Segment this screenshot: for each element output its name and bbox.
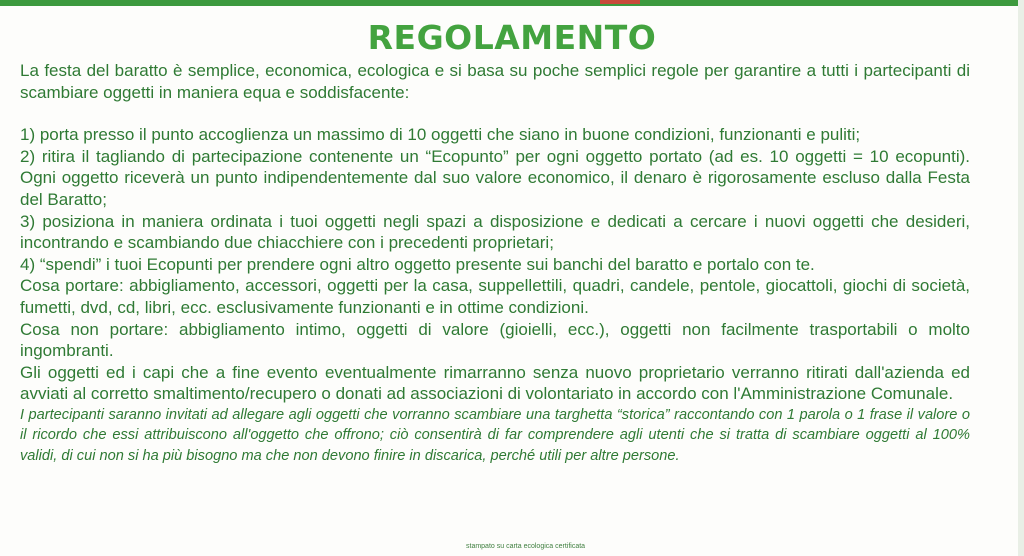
top-border — [0, 0, 1024, 6]
what-to-bring: Cosa portare: abbigliamento, accessori, oggetti per la casa, suppellettili, quadri, candele, pentole, giocattoli, giochi di società, fumetti, dvd, cd, libri, ecc. esclusivamente funzionanti e in ottime condizioni. — [20, 276, 970, 317]
footer-print-note: stampato su carta ecologica certificata — [466, 543, 586, 550]
top-border-accent — [600, 0, 640, 4]
page-edge — [1018, 0, 1024, 556]
rule-item-3: 3) posiziona in maniera ordinata i tuoi oggetti negli spazi a disposizione e dedicati a cercare i nuovi oggetti che desideri, incontrando e scambiando due chiacchiere con i precedenti proprietari; — [20, 211, 970, 253]
rule-item-1: 1) porta presso il punto accoglienza un massimo di 10 oggetti che siano in buone condizioni, funzionanti e puliti; — [20, 125, 861, 145]
intro-paragraph: La festa del baratto è semplice, economica, ecologica e si basa su poche semplici regole per garantire a tutti i partecipanti di scambiare oggetti in maniera equa e soddisfacente: — [20, 61, 970, 102]
spacer — [20, 103, 970, 124]
leftover-items-paragraph: Gli oggetti ed i capi che a fine evento eventualmente rimarranno senza nuovo proprietario verranno ritirati dall'azienda ed avviati al corretto smaltimento/recupero o donati ad associazioni di volontariato in accordo con l'Amministrazione Comunale. — [20, 362, 970, 404]
italic-note: I partecipanti saranno invitati ad allegare agli oggetti che vorranno scambiare una targhetta “storica” raccontando con 1 parola o 1 frase il valore o il ricordo che essi attribuiscono all'oggetto che offrono; ciò consentirà di far comprendere agli utenti che si tratta di scambiare oggetti al 100% validi, di cui non si ha più bisogno ma che non devono finire in discarica, perché utili per altre persone. — [20, 406, 970, 464]
rule-item-4: 4) “spendi” i tuoi Ecopunti per prendere ogni altro oggetto presente sui banchi del baratto e portalo con te. — [20, 254, 815, 274]
page-title: REGOLAMENTO — [367, 18, 657, 57]
rule-item-2: 2) ritira il tagliando di partecipazione contenente un “Ecopunto” per ogni oggetto portato (ad es. 10 oggetti = 10 ecopunti). Ogni oggetto riceverà un punto indipendentemente dal suo valore economico, il denaro è rigorosamente escluso dalla Festa del Baratto; — [20, 146, 970, 209]
rules-body — [20, 60, 970, 466]
what-not-to-bring: Cosa non portare: abbigliamento intimo, oggetti di valore (gioielli, ecc.), oggetti non facilmente trasportabili o molto ingombranti. — [20, 319, 970, 361]
